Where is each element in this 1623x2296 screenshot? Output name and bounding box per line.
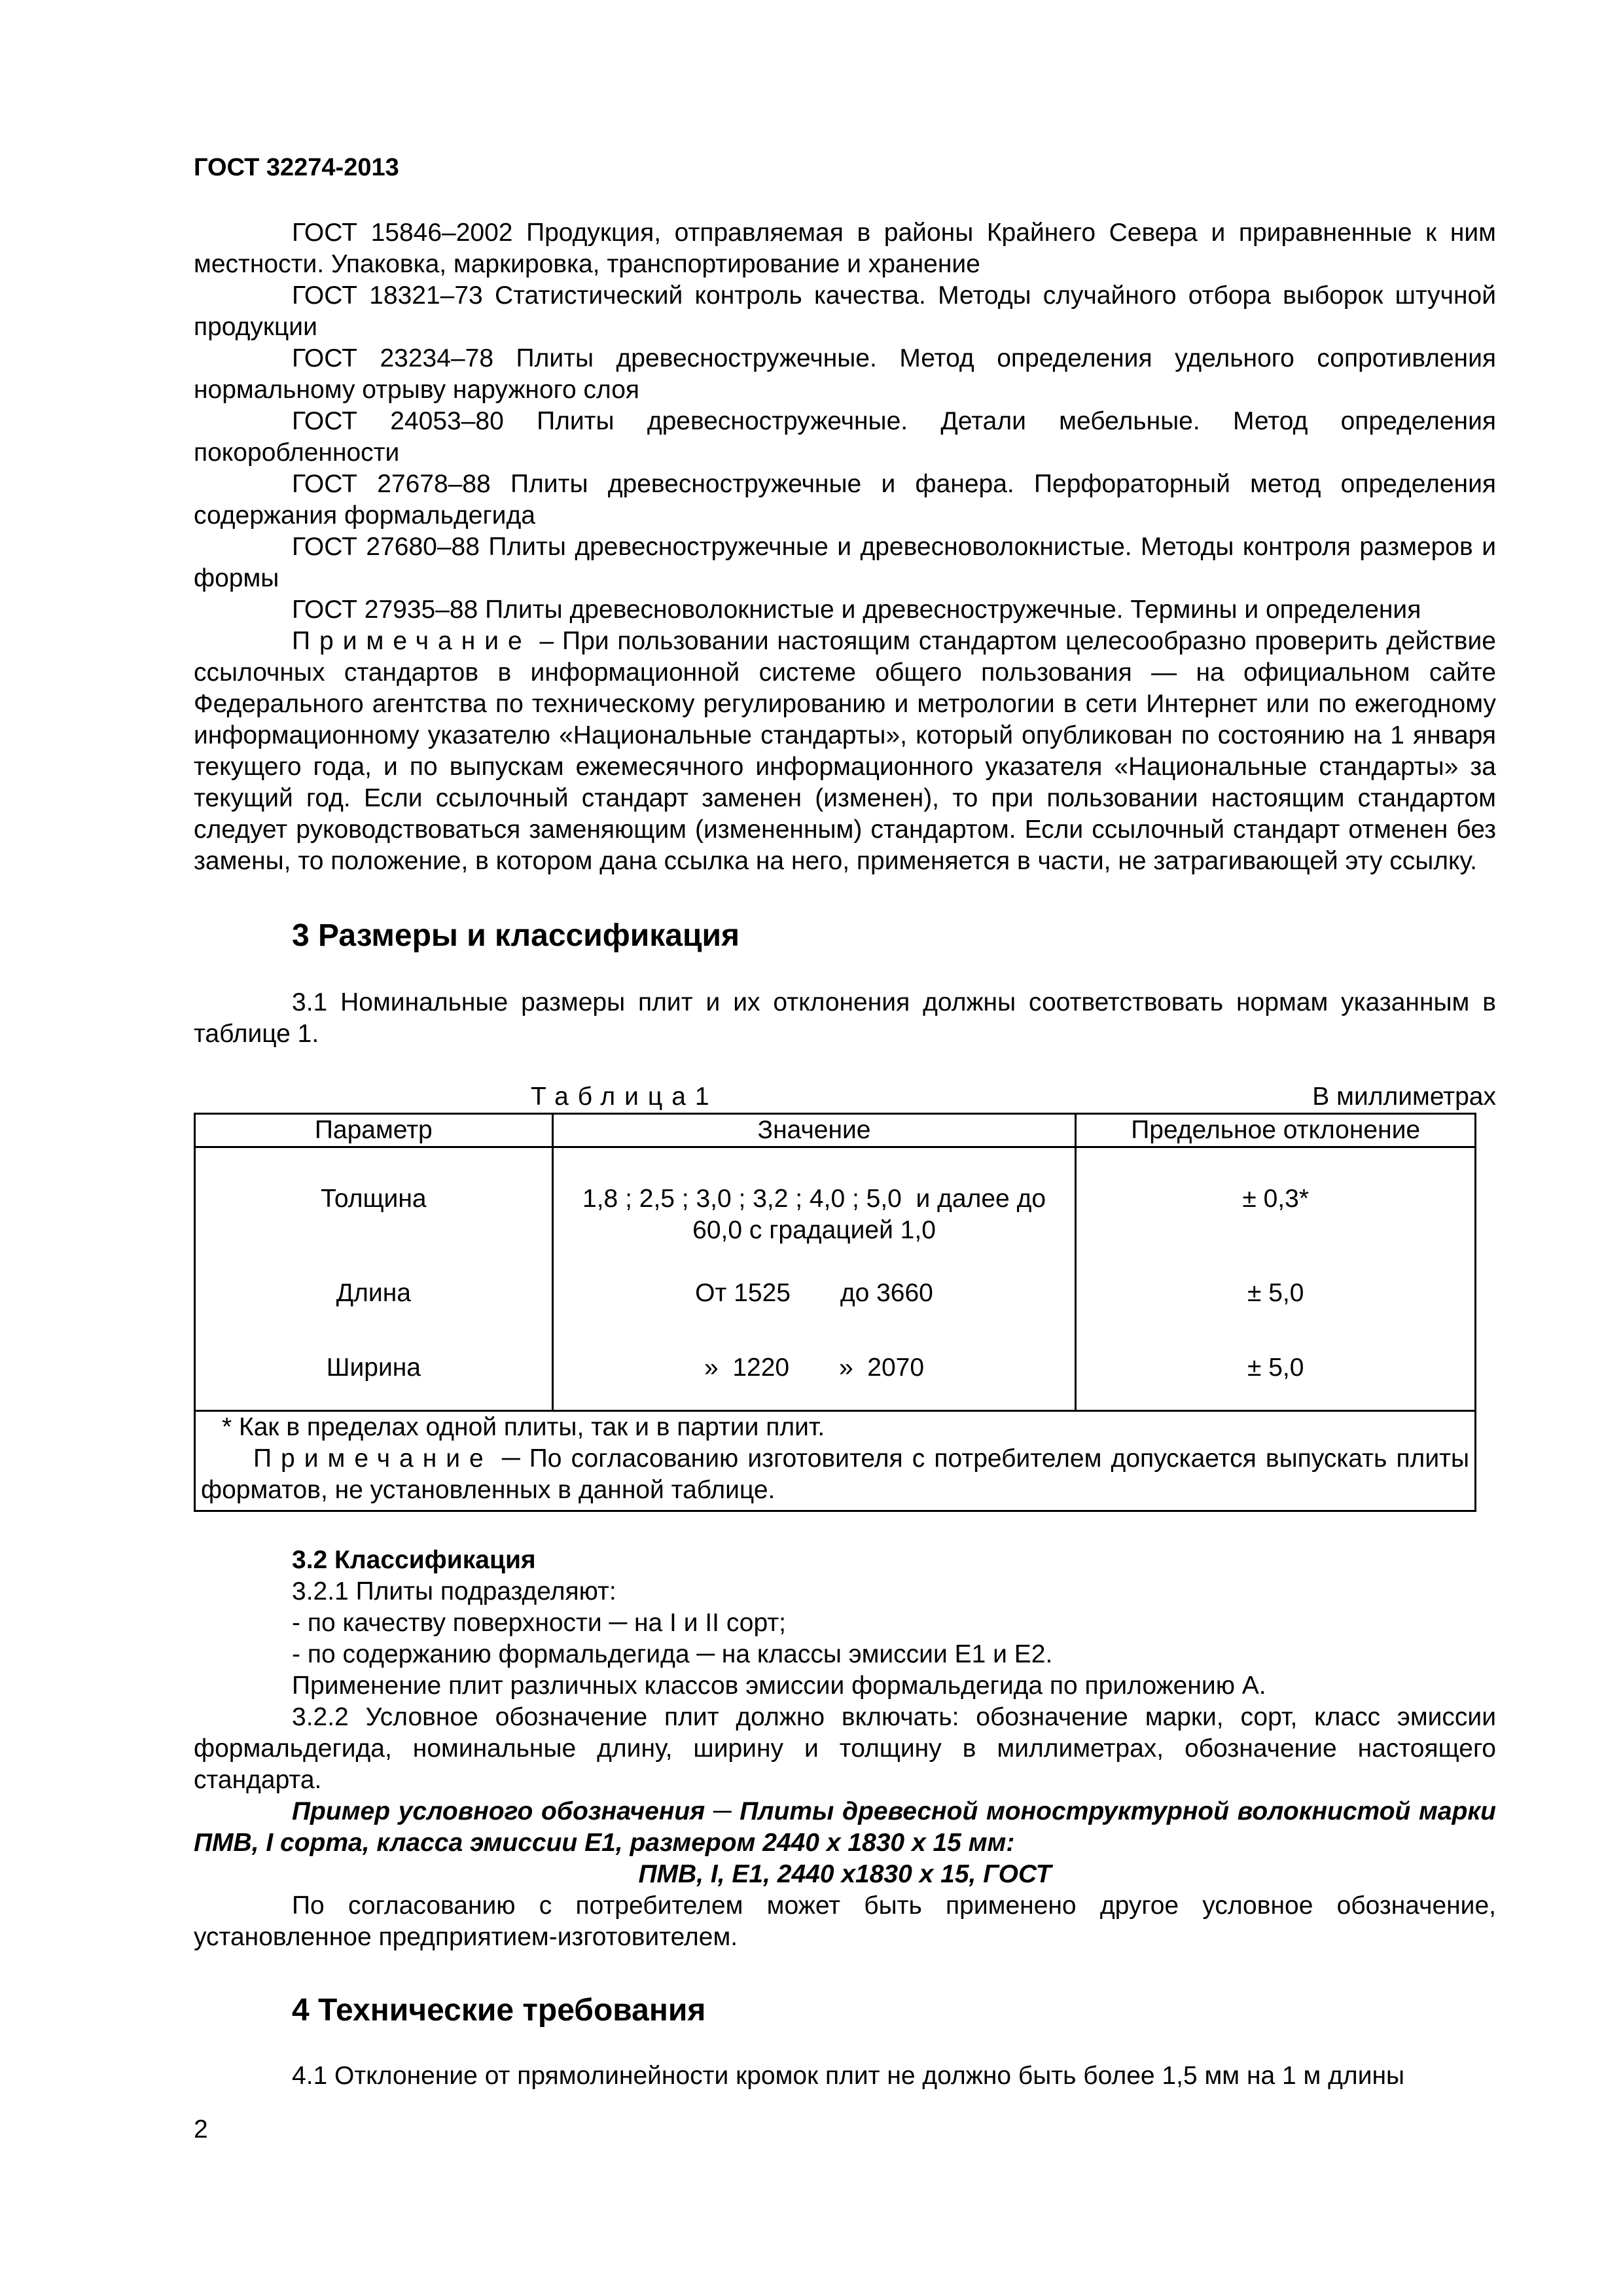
para-apply: Применение плит различных классов эмиссии формальдегида по приложению А. [292, 1672, 1266, 1700]
ref-item: ГОСТ 23234–78 Плиты древесностружечные. Метод определения удельного сопротивления нормальному отрыву наружного слоя [194, 344, 1496, 404]
section-3-title: 3 Размеры и классификация [292, 918, 740, 953]
ref-item: ГОСТ 27935–88 Плиты древесноволокнистые и древесностружечные. Термины и определения [292, 596, 1421, 624]
table-footer-row [195, 1411, 1476, 1511]
deviation-column [1076, 1147, 1476, 1411]
ref-item: ГОСТ 18321–73 Статистический контроль качества. Методы случайного отбора выборок штучной продукции [194, 281, 1496, 341]
value-thickness-line2: 60,0 с градацией 1,0 [692, 1216, 936, 1244]
value-width: » 1220 » 2070 [704, 1354, 925, 1382]
ref-item: ГОСТ 24053–80 Плиты древесностружечные. Детали мебельные. Метод определения покоробленности [194, 407, 1496, 467]
value-thickness-line1: 1,8 ; 2,5 ; 3,0 ; 3,2 ; 4,0 ; 5,0 и далее до [582, 1185, 1046, 1213]
param-length: Длина [336, 1279, 411, 1307]
page-number: 2 [194, 2115, 208, 2144]
document-header-id: ГОСТ 32274-2013 [194, 154, 399, 181]
list-item: - по содержанию формальдегида ─ на классы эмиссии Е1 и Е2. [292, 1640, 1053, 1668]
para-4-1: 4.1 Отклонение от прямолинейности кромок плит не должно быть более 1,5 мм на 1 м длины [292, 2062, 1405, 2090]
dimensions-table [194, 1113, 1476, 1512]
ref-item: ГОСТ 15846–2002 Продукция, отправляемая в районы Крайнего Севера и приравненные к ним местности. Упаковка, маркировка, транспортирование и хранение [194, 219, 1496, 278]
parameter-column [195, 1147, 553, 1411]
para-3-1: 3.1 Номинальные размеры плит и их отклонения должны соответствовать нормам указанным в таблице 1. [194, 988, 1496, 1048]
section-4-title: 4 Технические требования [292, 1993, 706, 2028]
table-note-text: ─ По согласованию изготовителя с потребителем допускается выпускать плиты форматов, не установленных в данной таблице. [201, 1444, 1469, 1504]
table-caption-row [194, 1081, 1496, 1113]
value-column [552, 1147, 1076, 1411]
ref-item: ГОСТ 27678–88 Плиты древесностружечные и фанера. Перфораторный метод определения содержания формальдегида [194, 470, 1496, 529]
param-thickness: Толщина [321, 1185, 427, 1213]
document-body [194, 217, 1496, 2092]
dev-thickness: ± 0,3* [1242, 1185, 1309, 1213]
header-value: Значение [552, 1114, 1076, 1147]
refs-note [194, 626, 1496, 877]
header-parameter: Параметр [195, 1114, 553, 1147]
dev-length: ± 5,0 [1247, 1279, 1304, 1307]
param-width: Ширина [326, 1354, 421, 1382]
dev-width: ± 5,0 [1247, 1354, 1304, 1382]
table-footer [195, 1411, 1476, 1511]
table-footnote: * Как в пределах одной плиты, так и в партии плит. [222, 1413, 825, 1441]
table-note-label: Примечание [253, 1444, 493, 1473]
table-header-row [195, 1114, 1476, 1147]
table-body-row [195, 1147, 1476, 1411]
note-text: – При пользовании настоящим стандартом целесообразно проверить действие ссылочных стандартов в информационной системе общего пользования — на официальном сайте Федерального агентства по техническому регулированию и метрологии в сети Интернет или по ежегодному информационному указателю «Национальные стандарты», который опубликован по состоянию на 1 января текущего года, и по выпускам ежемесячного информационного указателя «Национальные стандарты» за текущий год. Если ссылочный стандарт заменен (изменен), то при пользовании настоящим стандартом следует руководствоваться заменяющим (измененным) стандартом. Если ссылочный стандарт отменен без замены, то положение, в котором дана ссылка на него, применяется в части, не затрагивающей эту ссылку. [194, 627, 1496, 875]
para-3-2-2: 3.2.2 Условное обозначение плит должно включать: обозначение марки, сорт, класс эмиссии формальдегида, номинальные длину, ширину и толщину в миллиметрах, обозначение настоящего стандарта. [194, 1703, 1496, 1794]
table-note [201, 1443, 1469, 1506]
example-designation: Пример условного обозначения ─ Плиты древесной моноструктурной волокнистой марки ПМВ, I сорта, класса эмиссии Е1, размером 2440 х 1830 х 15 мм: [194, 1797, 1496, 1857]
para-agree: По согласованию с потребителем может быть применено другое условное обозначение, установленное предприятием-изготовителем. [194, 1892, 1496, 1951]
value-length: От 1525 до 3660 [695, 1279, 933, 1307]
example-code: ПМВ, I, Е1, 2440 х1830 х 15, ГОСТ [638, 1860, 1052, 1888]
para-3-2-1: 3.2.1 Плиты подразделяют: [292, 1577, 616, 1605]
table-units: В миллиметрах [1312, 1083, 1496, 1111]
header-deviation: Предельное отклонение [1076, 1114, 1476, 1147]
table-caption: Таблица1 [531, 1083, 719, 1111]
note-label: Примечание [292, 627, 531, 655]
section-3-2-title: 3.2 Классификация [292, 1546, 536, 1574]
ref-item: ГОСТ 27680–88 Плиты древесностружечные и древесноволокнистые. Методы контроля размеров и формы [194, 533, 1496, 592]
list-item: - по качеству поверхности ─ на I и II сорт; [292, 1609, 787, 1637]
